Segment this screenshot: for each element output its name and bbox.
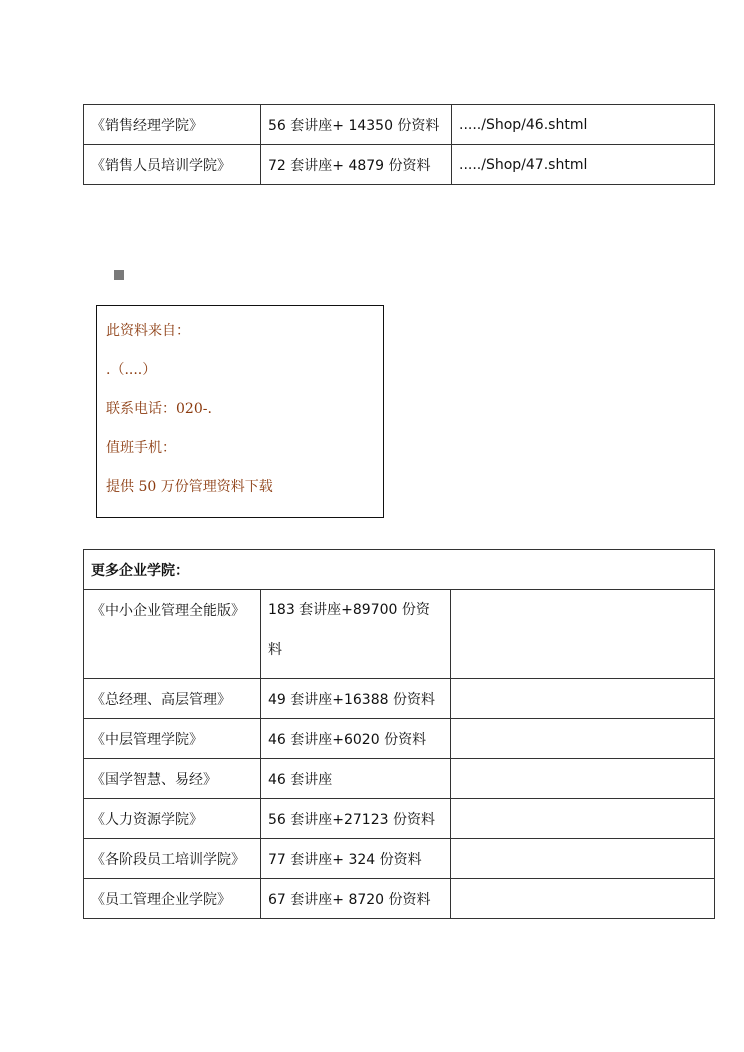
academy-link-cell[interactable]: ...../Shop/46.shtml [452,105,715,145]
more-academies-heading: 更多企业学院： [84,550,715,590]
academy-name-cell: 《总经理、高层管理》 [84,679,261,719]
academy-name-cell: 《销售人员培训学院》 [84,145,261,185]
table-header-row [84,550,715,590]
contact-phone: 联系电话：020-. [106,401,212,417]
table-row [84,799,715,839]
table-row [84,759,715,799]
academy-content-cell: 46 套讲座 [261,759,451,799]
download-notice: 提供 50 万份管理资料下载 [106,479,273,495]
empty-cell [451,879,715,919]
source-url: .（....） [106,362,157,378]
academy-name-cell: 《国学智慧、易经》 [84,759,261,799]
duty-mobile: 值班手机： [106,440,176,456]
empty-cell [451,679,715,719]
empty-cell [451,719,715,759]
academy-content-cell: 183 套讲座+89700 份资料 [261,590,451,679]
table-row [84,679,715,719]
source-label: 此资料来自： [106,323,190,339]
academy-content-cell: 49 套讲座+16388 份资料 [261,679,451,719]
empty-cell [451,799,715,839]
square-bullet-icon [114,270,124,280]
academy-content-cell: 46 套讲座+6020 份资料 [261,719,451,759]
academy-name-cell: 《各阶段员工培训学院》 [84,839,261,879]
academy-table-top [83,104,715,185]
empty-cell [451,839,715,879]
academy-content-cell: 56 套讲座+27123 份资料 [261,799,451,839]
table-row [84,839,715,879]
academy-content-cell: 67 套讲座+ 8720 份资料 [261,879,451,919]
table-row [84,590,715,679]
academy-name-cell: 《中小企业管理全能版》 [84,590,261,679]
academy-content-cell: 56 套讲座+ 14350 份资料 [261,105,452,145]
academy-name-cell: 《销售经理学院》 [84,105,261,145]
academy-name-cell: 《人力资源学院》 [84,799,261,839]
table-row [84,105,715,145]
table-row [84,145,715,185]
academy-link-cell[interactable]: ...../Shop/47.shtml [452,145,715,185]
source-info-box [96,305,384,518]
academy-content-cell: 77 套讲座+ 324 份资料 [261,839,451,879]
academy-name-cell: 《中层管理学院》 [84,719,261,759]
table-row [84,879,715,919]
more-academies-table [83,549,715,919]
empty-cell [451,590,715,679]
table-row [84,719,715,759]
academy-content-cell: 72 套讲座+ 4879 份资料 [261,145,452,185]
empty-cell [451,759,715,799]
academy-name-cell: 《员工管理企业学院》 [84,879,261,919]
